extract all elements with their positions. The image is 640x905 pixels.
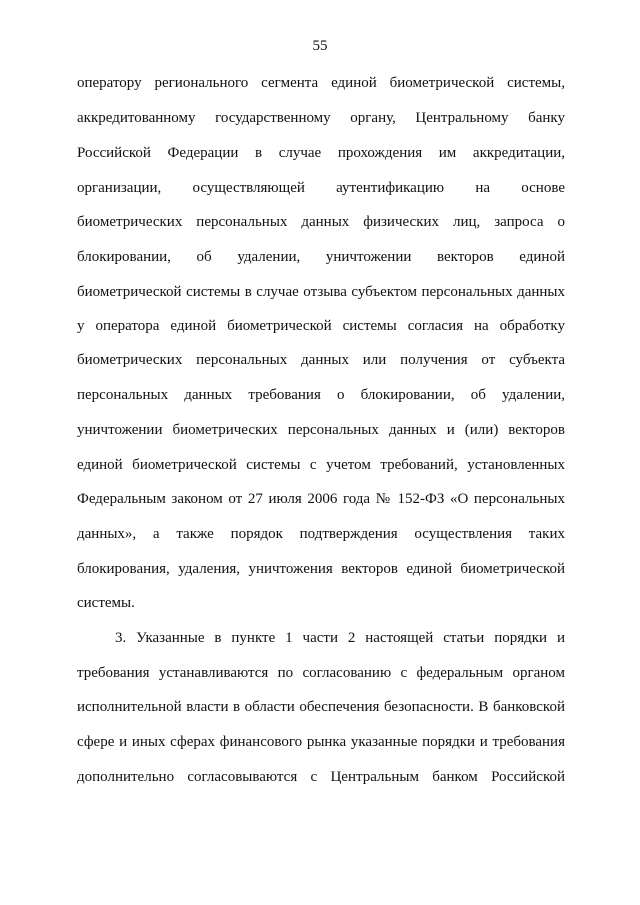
text-line: данных», а также порядок подтверждения осуществления таких — [77, 526, 565, 542]
text-line: Федеральным законом от 27 июля 2006 года № 152-ФЗ «О персональных — [77, 491, 565, 507]
paragraph-start-line: 3. Указанные в пункте 1 части 2 настоящей статьи порядки и — [115, 630, 565, 646]
text-line: блокирования, удаления, уничтожения векторов единой биометрической — [77, 561, 565, 577]
text-line: сфере и иных сферах финансового рынка указанные порядки и требования — [77, 734, 565, 750]
text-line: системы. — [77, 595, 135, 611]
text-line: организации, осуществляющей аутентификацию на основе — [77, 180, 565, 196]
text-line: требования устанавливаются по согласованию с федеральным органом — [77, 665, 565, 681]
text-line: у оператора единой биометрической системы согласия на обработку — [77, 318, 565, 334]
text-line: оператору регионального сегмента единой биометрической системы, — [77, 75, 565, 91]
text-line: Российской Федерации в случае прохождения им аккредитации, — [77, 145, 565, 161]
text-line: единой биометрической системы с учетом требований, установленных — [77, 457, 565, 473]
text-line: биометрической системы в случае отзыва субъектом персональных данных — [77, 284, 565, 300]
text-line: персональных данных требования о блокировании, об удалении, — [77, 387, 565, 403]
text-line: исполнительной власти в области обеспечения безопасности. В банковской — [77, 699, 565, 715]
text-line: блокировании, об удалении, уничтожении векторов единой — [77, 249, 565, 265]
text-line: биометрических персональных данных или получения от субъекта — [77, 352, 565, 368]
page-number: 55 — [312, 38, 328, 54]
text-line: аккредитованному государственному органу, Центральному банку — [77, 110, 565, 126]
text-line: уничтожении биометрических персональных данных и (или) векторов — [77, 422, 565, 438]
text-line: дополнительно согласовываются с Центральным банком Российской — [77, 769, 565, 785]
text-line: биометрических персональных данных физических лиц, запроса о — [77, 214, 565, 230]
